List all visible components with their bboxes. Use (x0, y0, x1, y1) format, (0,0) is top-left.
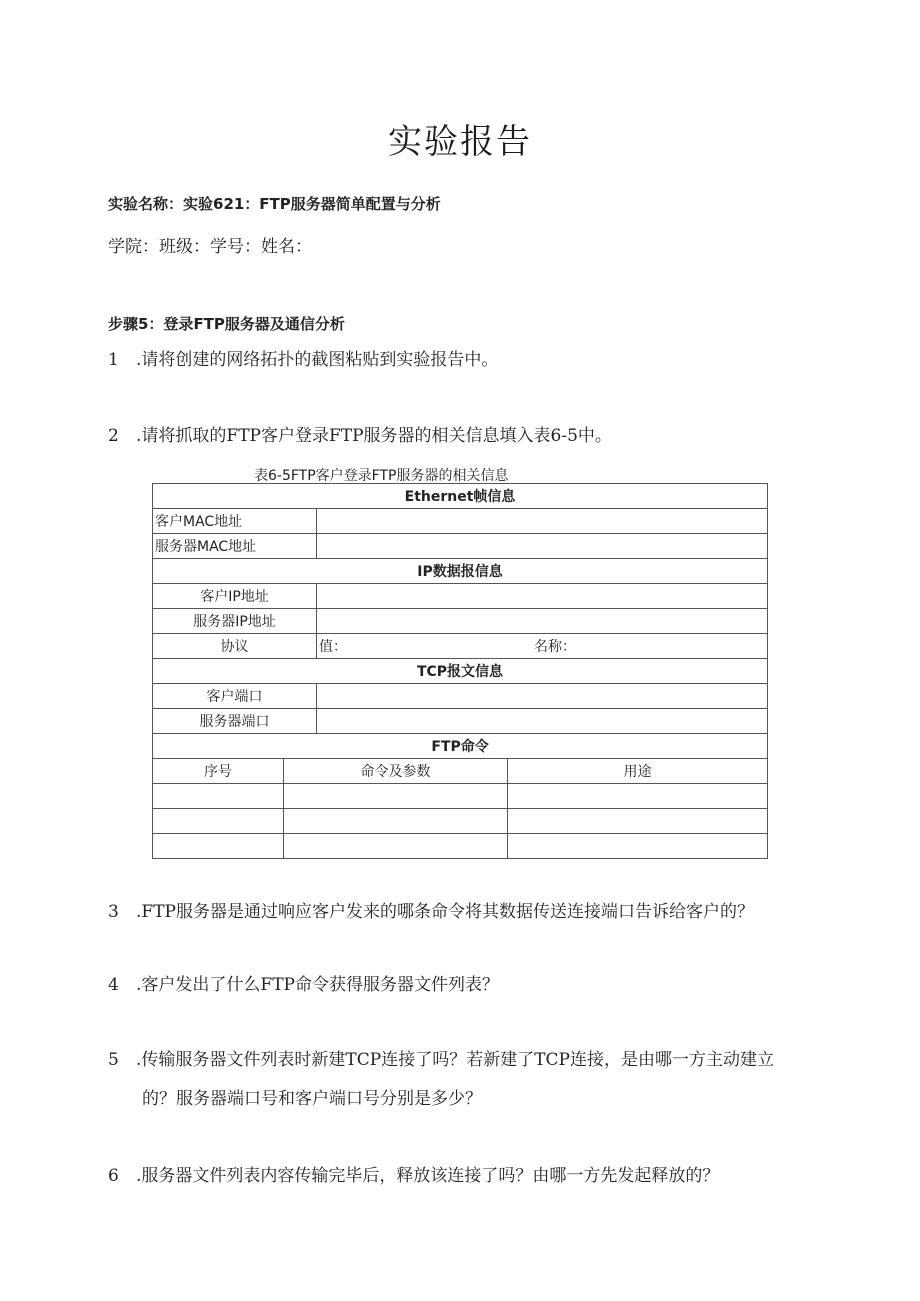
experiment-name: 实验名称：实验621：FTP服务器简单配置与分析 (108, 195, 441, 213)
question-number: 4 (108, 975, 119, 995)
server-mac-value-cell[interactable] (317, 534, 768, 559)
column-header-purpose: 用途 (508, 759, 768, 784)
protocol-name-label: 名称： (534, 639, 576, 655)
seq-cell[interactable] (153, 834, 284, 859)
question-text: .服务器文件列表内容传输完毕后，释放该连接了吗？由哪一方先发起释放的？ (136, 1166, 720, 1186)
question-text: .FTP服务器是通过响应客户发来的哪条命令将其数据传送连接端口告诉给客户的？ (136, 902, 754, 922)
seq-cell[interactable] (153, 784, 284, 809)
command-cell[interactable] (284, 784, 508, 809)
ethernet-section-header: Ethernet帧信息 (153, 484, 768, 509)
table-row (153, 784, 768, 809)
ftp-info-table (152, 483, 768, 859)
purpose-cell[interactable] (508, 834, 768, 859)
question-number: 1 (108, 350, 119, 370)
purpose-cell[interactable] (508, 809, 768, 834)
question-number: 5 (108, 1050, 119, 1070)
client-mac-value-cell[interactable] (317, 509, 768, 534)
question-number: 6 (108, 1166, 119, 1186)
command-cell[interactable] (284, 834, 508, 859)
client-port-value-cell[interactable] (317, 684, 768, 709)
question-1 (108, 352, 498, 369)
client-mac-label: 客户MAC地址 (153, 509, 317, 534)
seq-cell[interactable] (153, 809, 284, 834)
ip-section-header: IP数据报信息 (153, 559, 768, 584)
server-ip-label: 服务器IP地址 (153, 609, 317, 634)
client-ip-value-cell[interactable] (317, 584, 768, 609)
question-number: 3 (108, 902, 119, 922)
question-text-continued: 的？服务器端口号和客户端口号分别是多少？ (142, 1089, 482, 1109)
purpose-cell[interactable] (508, 784, 768, 809)
question-text: .客户发出了什么FTP命令获得服务器文件列表？ (136, 975, 499, 995)
page-title: 实验报告 (388, 122, 532, 162)
question-text: .请将创建的网络拓扑的截图粘贴到实验报告中。 (136, 350, 499, 370)
table-row (153, 834, 768, 859)
question-3 (108, 904, 754, 921)
question-text: .请将抓取的FTP客户登录FTP服务器的相关信息填入表6-5中。 (136, 426, 612, 446)
protocol-label: 协议 (153, 634, 317, 659)
ftp-section-header: FTP命令 (153, 734, 768, 759)
protocol-value-cell[interactable] (317, 634, 768, 659)
student-info-line: 学院：班级：学号：姓名： (108, 237, 312, 257)
server-mac-label: 服务器MAC地址 (153, 534, 317, 559)
question-5 (108, 1052, 818, 1108)
command-cell[interactable] (284, 809, 508, 834)
server-port-value-cell[interactable] (317, 709, 768, 734)
tcp-section-header: TCP报文信息 (153, 659, 768, 684)
server-ip-value-cell[interactable] (317, 609, 768, 634)
protocol-value-label: 值： (319, 639, 347, 655)
question-text: .传输服务器文件列表时新建TCP连接了吗？若新建了TCP连接，是由哪一方主动建立 (136, 1050, 774, 1070)
client-ip-label: 客户IP地址 (153, 584, 317, 609)
table-caption: 表6-5FTP客户登录FTP服务器的相关信息 (254, 468, 509, 484)
column-header-seq: 序号 (153, 759, 284, 784)
table-row (153, 809, 768, 834)
client-port-label: 客户端口 (153, 684, 317, 709)
step-title: 步骤5：登录FTP服务器及通信分析 (108, 315, 345, 333)
column-header-command: 命令及参数 (284, 759, 508, 784)
question-6 (108, 1168, 719, 1185)
question-2 (108, 428, 612, 445)
question-4 (108, 977, 499, 994)
question-number: 2 (108, 426, 119, 446)
server-port-label: 服务器端口 (153, 709, 317, 734)
